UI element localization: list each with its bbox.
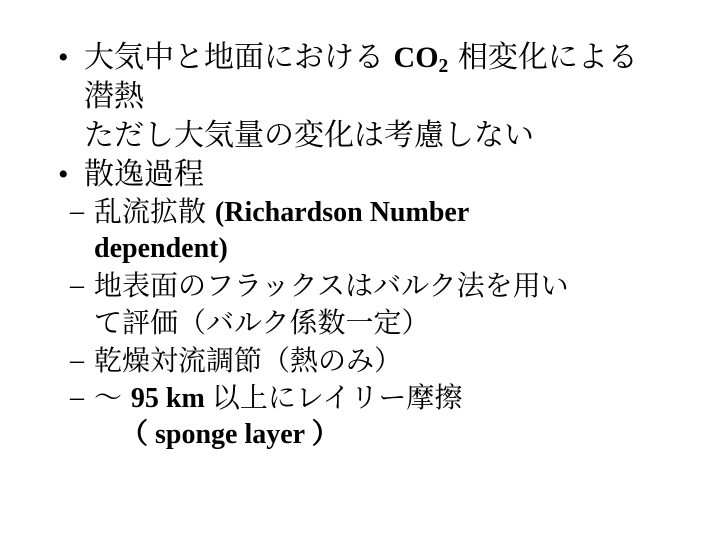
text-latent-heat: 潜熱 [84, 79, 144, 114]
list-item-level2-rayleigh-friction [28, 380, 692, 417]
list-item-level1-dissipation [28, 155, 692, 194]
list-item-level1-latent-heat [28, 38, 692, 77]
text-richardson-number: (Richardson Number [214, 197, 470, 228]
text-surface-flux-bulk-continued: て評価（バルク係数一定） [94, 306, 430, 340]
dash-marker-icon: – [70, 269, 84, 301]
dash-marker-icon: – [70, 381, 84, 413]
slide-content-list [28, 38, 692, 454]
text-co2-phase-change-prefix: 大気中と地面における [84, 40, 394, 75]
text-altitude-value: 95 km [130, 382, 212, 414]
bullet-marker-icon: • [58, 158, 69, 191]
text-co2-formula: CO [393, 41, 439, 74]
dash-marker-icon: – [70, 344, 84, 376]
text-sponge-layer: （ sponge layer ） [120, 419, 340, 451]
bullet-marker-icon: • [58, 41, 69, 74]
text-co2-phase-change-suffix: 相変化による [448, 40, 638, 75]
text-co2-subscript: 2 [438, 56, 449, 78]
text-dry-convective-adjustment: 乾燥対流調節（熱のみ） [94, 343, 403, 377]
list-item-level2-dry-convective-adjustment [28, 343, 692, 380]
list-item-level2-surface-flux [28, 268, 692, 305]
text-rayleigh-friction: 以上にレイリー摩擦 [211, 380, 463, 414]
text-surface-flux-bulk: 地表面のフラックスはバルク法を用い [94, 268, 569, 302]
text-altitude-tilde: 〜 [94, 380, 131, 414]
text-turbulent-diffusion: 乱流拡散 [94, 195, 215, 228]
dash-marker-icon: – [70, 196, 84, 227]
text-richardson-dependent: dependent) [94, 233, 228, 265]
text-dissipation-process: 散逸過程 [84, 157, 204, 192]
list-item-level2-turbulent-diffusion [28, 194, 692, 231]
text-atmospheric-mass-note: ただし大気量の変化は考慮しない [84, 118, 534, 153]
